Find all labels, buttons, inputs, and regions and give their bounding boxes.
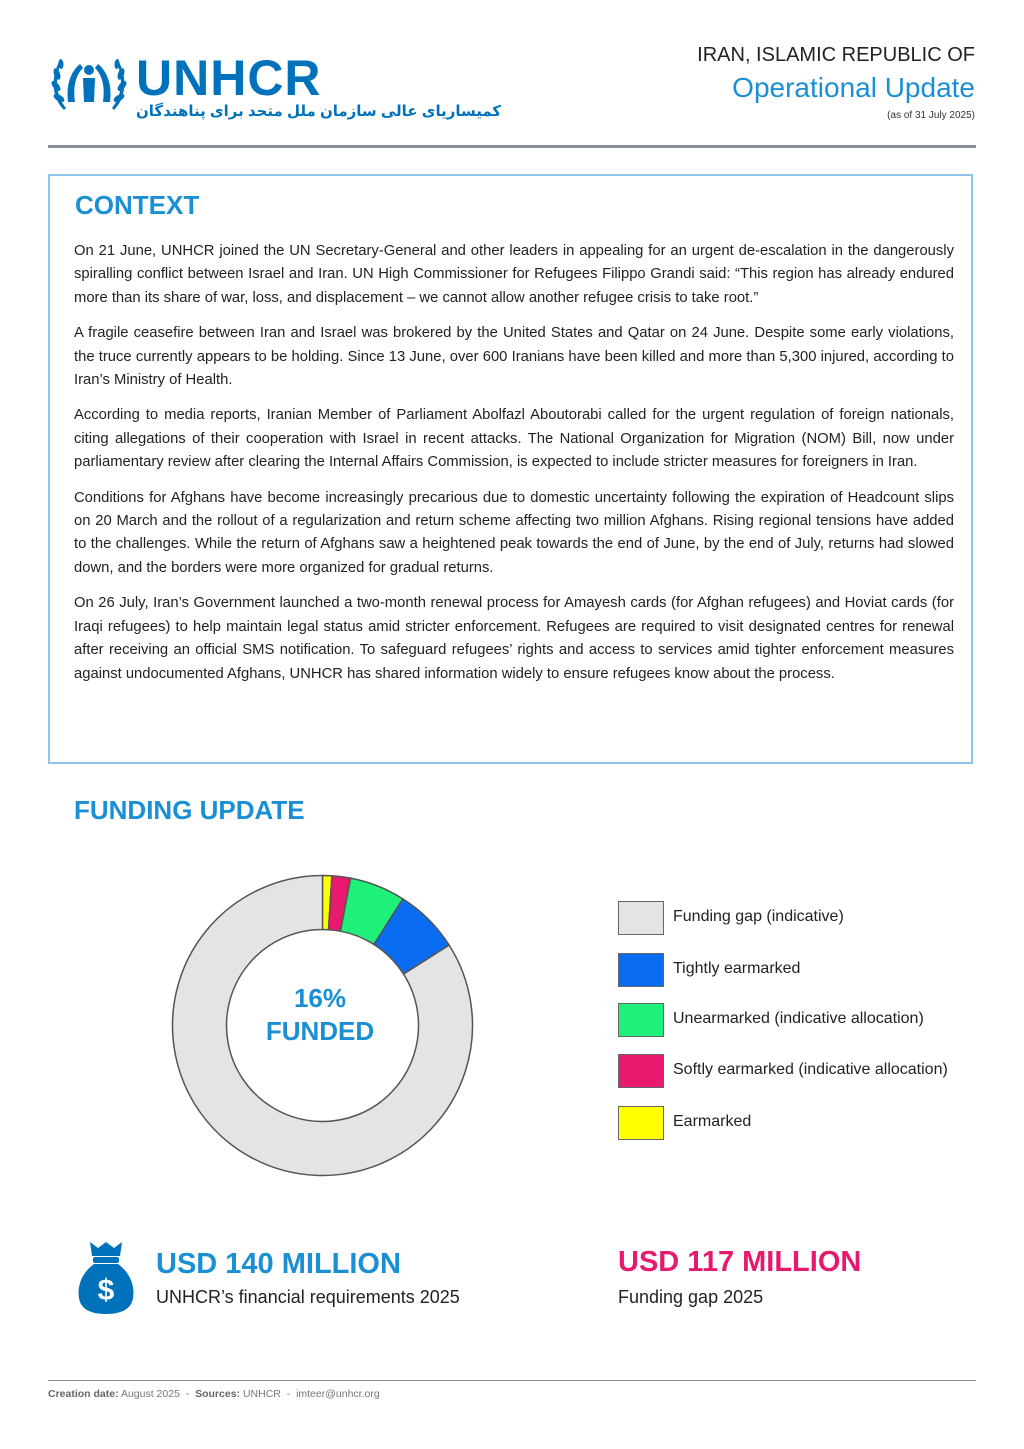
legend-label: Earmarked: [673, 1113, 752, 1130]
svg-text:$: $: [97, 1274, 115, 1307]
funding-gap-label: Funding gap 2025: [618, 1287, 764, 1307]
requirements-label: UNHCR’s financial requirements 2025: [156, 1287, 460, 1307]
country-name: IRAN, ISLAMIC REPUBLIC OF: [697, 44, 975, 66]
money-bag-icon: [76, 1240, 136, 1314]
requirements-amount: USD 140 MILLION: [156, 1248, 401, 1280]
sources-label: Sources:: [195, 1388, 241, 1400]
creation-date-value: August 2025: [120, 1388, 180, 1400]
footer-separator: -: [286, 1388, 291, 1400]
context-body: [74, 240, 954, 698]
context-paragraph: On 21 June, UNHCR joined the UN Secretary-General and other leaders in appealing for an urgent de-escalation in the dangerously spiralling conflict between Israel and Iran. UN High Commissioner for Refugees Filippo Grandi said: “This region has already endured more than its share of war, loss, and displacement – we cannot allow another refugee crisis to take root.”: [74, 243, 954, 306]
unhcr-logo: [50, 50, 502, 125]
legend-label: Funding gap (indicative): [673, 908, 844, 925]
context-section: [48, 174, 973, 764]
contact-email[interactable]: imteer@unhcr.org: [296, 1388, 380, 1400]
header-divider: [48, 145, 976, 148]
context-heading: CONTEXT: [75, 190, 200, 220]
legend-swatch: [618, 901, 664, 935]
funding-gap-amount: USD 117 MILLION: [618, 1246, 862, 1278]
legend-label: Unearmarked (indicative allocation): [673, 1010, 924, 1027]
unhcr-emblem-icon: [50, 50, 128, 116]
footer-divider: [48, 1380, 976, 1381]
logo-subtitle: کمیساریای عالی سازمان ملل متحد برای پناهندگان: [136, 103, 502, 120]
legend-swatch: [618, 1054, 664, 1088]
funding-heading: FUNDING UPDATE: [74, 795, 305, 825]
footer-separator: -: [185, 1388, 190, 1400]
context-paragraph: A fragile ceasefire between Iran and Israel was brokered by the United States and Qatar on 24 June. Despite some early violations, the truce currently appears to be holding. Since 13 June, over 600 Iranians have been killed and more than 5,300 injured, according to Iran’s Ministry of Health.: [74, 325, 954, 389]
creation-date-label: Creation date:: [48, 1388, 119, 1400]
context-paragraph: According to media reports, Iranian Member of Parliament Abolfazl Aboutorabi called for the urgent regulation of foreign nationals, citing allegations of their cooperation with Israel in recent attacks. The National Organization for Migration (NOM) Bill, now under parliamentary review after clearing the Internal Affairs Commission, is expected to include stricter measures for foreigners in Iran.: [74, 407, 954, 471]
as-of-date: (as of 31 July 2025): [887, 110, 975, 121]
funded-pct: 16%: [293, 983, 347, 1013]
legend-swatch: [618, 953, 664, 987]
page-title: Operational Update: [732, 72, 975, 103]
legend-label: Tightly earmarked: [673, 960, 801, 977]
context-paragraph: On 26 July, Iran’s Government launched a two-month renewal process for Amayesh cards (for Afghan refugees) and Hoviat cards (for Iraqi refugees) to help maintain legal status amid stricter enforcement. Refugees are required to visit designated centres for renewal after receiving an official SMS notification. To safeguard refugees’ rights and access to services amid tighter enforcement measures against undocumented Afghans, UNHCR has shared information widely to ensure refugees know about the process.: [74, 595, 954, 682]
sources-value: UNHCR: [242, 1388, 281, 1400]
logo-wordmark: UNHCR: [136, 50, 322, 106]
funded-percentage: [230, 982, 410, 1048]
footer: [48, 1388, 380, 1400]
legend-swatch: [618, 1106, 664, 1140]
context-paragraph: Conditions for Afghans have become increasingly precarious due to domestic uncertainty following the expiration of Headcount slips on 20 March and the rollout of a regularization and return scheme affecting two million Afghans. Rising regional tensions have added to the challenges. While the return of Afghans saw a heightened peak towards the end of June, by the end of July, returns had slowed down, and the borders were more organized for gradual returns.: [74, 489, 954, 576]
funded-word: FUNDED: [265, 1016, 375, 1046]
legend-swatch: [618, 1003, 664, 1037]
legend-label: Softly earmarked (indicative allocation): [673, 1061, 948, 1078]
